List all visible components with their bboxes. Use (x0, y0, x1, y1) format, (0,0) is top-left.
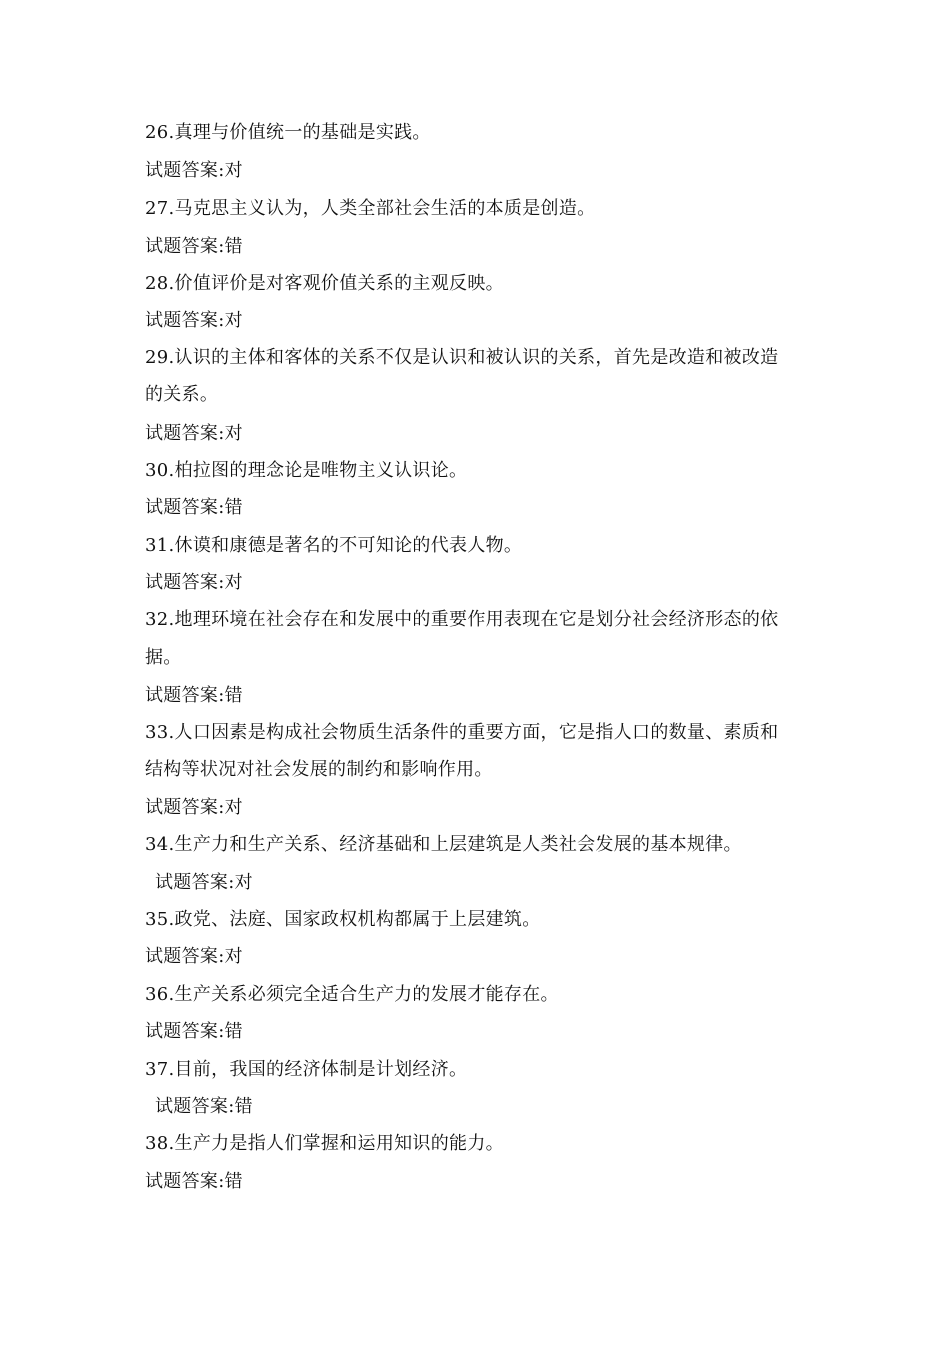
question-29-line-1: 29.认识的主体和客体的关系不仅是认识和被认识的关系，首先是改造和被改造 (145, 347, 779, 368)
answer-32: 试题答案:错 (145, 685, 243, 706)
question-36: 36.生产关系必须完全适合生产力的发展才能存在。 (145, 984, 559, 1005)
question-35: 35.政党、法庭、国家政权机构都属于上层建筑。 (145, 909, 541, 930)
answer-34: 试题答案:对 (155, 872, 253, 893)
answer-38: 试题答案:错 (145, 1171, 243, 1192)
answer-37: 试题答案:错 (155, 1096, 253, 1117)
question-32-line-1: 32.地理环境在社会存在和发展中的重要作用表现在它是划分社会经济形态的依 (145, 609, 779, 630)
answer-27: 试题答案:错 (145, 236, 243, 257)
question-34: 34.生产力和生产关系、经济基础和上层建筑是人类社会发展的基本规律。 (145, 834, 742, 855)
question-33-line-2: 结构等状况对社会发展的制约和影响作用。 (145, 759, 493, 780)
question-31: 31.休谟和康德是著名的不可知论的代表人物。 (145, 535, 523, 556)
question-37: 37.目前，我国的经济体制是计划经济。 (145, 1059, 468, 1080)
question-32-line-2: 据。 (145, 647, 182, 668)
question-30: 30.柏拉图的理念论是唯物主义认识论。 (145, 460, 468, 481)
answer-35: 试题答案:对 (145, 946, 243, 967)
question-27: 27.马克思主义认为，人类全部社会生活的本质是创造。 (145, 198, 596, 219)
answer-26: 试题答案:对 (145, 160, 243, 181)
answer-30: 试题答案:错 (145, 497, 243, 518)
answer-29: 试题答案:对 (145, 423, 243, 444)
question-38: 38.生产力是指人们掌握和运用知识的能力。 (145, 1133, 504, 1154)
question-28: 28.价值评价是对客观价值关系的主观反映。 (145, 273, 504, 294)
question-33-line-1: 33.人口因素是构成社会物质生活条件的重要方面，它是指人口的数量、素质和 (145, 722, 779, 743)
answer-31: 试题答案:对 (145, 572, 243, 593)
answer-28: 试题答案:对 (145, 310, 243, 331)
question-26: 26.真理与价值统一的基础是实践。 (145, 122, 431, 143)
answer-33: 试题答案:对 (145, 797, 243, 818)
answer-36: 试题答案:错 (145, 1021, 243, 1042)
question-29-line-2: 的关系。 (145, 384, 219, 405)
